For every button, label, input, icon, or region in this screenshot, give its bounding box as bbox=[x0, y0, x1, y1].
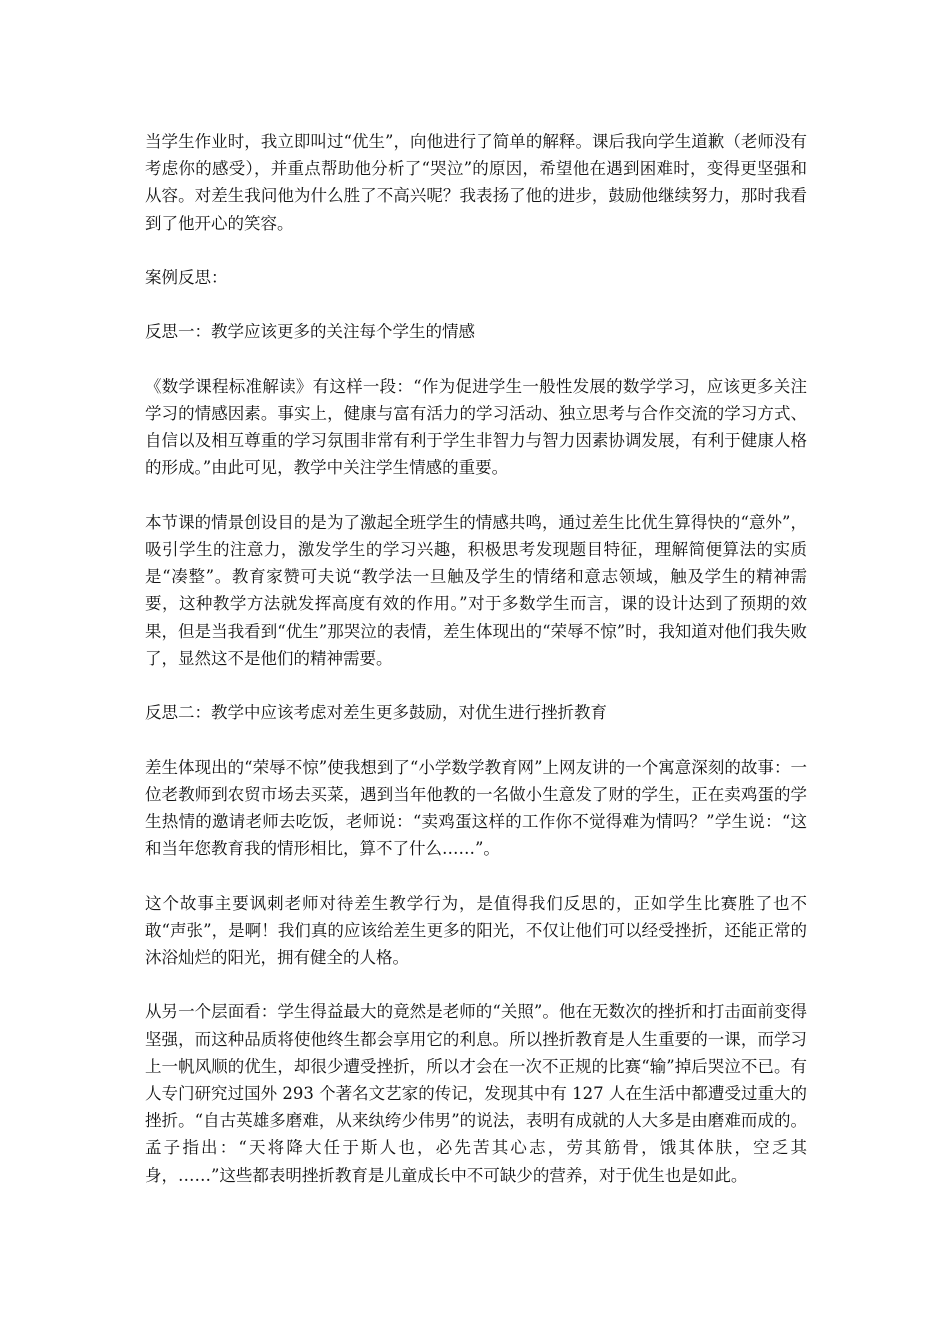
section-heading-case-reflection: 案例反思： bbox=[145, 268, 228, 287]
section-heading-reflection-two: 反思二：教学中应该考虑对差生更多鼓励，对优生进行挫折教育 bbox=[145, 703, 607, 723]
paragraph-story-meaning: 这个故事主要讽刺老师对待差生教学行为，是值得我们反思的，正如学生比赛胜了也不敢“声张”，是啊！我们真的应该给差生更多的阳光，不仅让他们可以经受挫折，还能正常的沐浴灿烂的阳光，拥有健全的人格。 bbox=[145, 893, 807, 967]
paragraph-curriculum-quote: 《数学课程标准解读》有这样一段：“作为促进学生一般性发展的数学学习，应该更多关注学习的情感因素。事实上，健康与富有活力的学习活动、独立思考与合作交流的学习方式、自信以及相互尊重的学习氛围非常有利于学生非智力与智力因素协调发展，有利于健康人格的形成。”由此可见，教学中关注学生情感的重要。 bbox=[145, 376, 807, 478]
paragraph-apology: 当学生作业时，我立即叫过“优生”，向他进行了简单的解释。课后我向学生道歉（老师没有考虑你的感受），并重点帮助他分析了“哭泣”的原因，希望他在遇到困难时，变得更坚强和从容。对差生我问他为什么胜了不高兴呢？我表扬了他的进步，鼓励他继续努力，那时我看到了他开心的笑容。 bbox=[145, 132, 807, 233]
paragraph-story: 差生体现出的“荣辱不惊”使我想到了“小学数学教育网”上网友讲的一个寓意深刻的故事：一位老教师到农贸市场去买菜，遇到当年他教的一名做小生意发了财的学生，正在卖鸡蛋的学生热情的邀请老师去吃饭，老师说：“卖鸡蛋这样的工作你不觉得难为情吗？”学生说：“这和当年您教育我的情形相比，算不了什么……”。 bbox=[145, 757, 807, 859]
paragraph-lesson-design: 本节课的情景创设目的是为了激起全班学生的情感共鸣，通过差生比优生算得快的“意外”，吸引学生的注意力，激发学生的学习兴趣，积极思考发现题目特征，理解简便算法的实质是“凑整”。教育家赞可夫说“教学法一旦触及学生的情绪和意志领域，触及学生的精神需要，这种教学方法就发挥高度有效的作用。”对于多数学生而言，课的设计达到了预期的效果，但是当我看到“优生”那哭泣的表情，差生体现出的“荣辱不惊”时，我知道对他们我失败了，显然这不是他们的精神需要。 bbox=[145, 512, 807, 668]
document-page bbox=[145, 128, 807, 1216]
paragraph-frustration-education: 从另一个层面看：学生得益最大的竟然是老师的“关照”。他在无数次的挫折和打击面前变得坚强，而这种品质将使他终生都会享用它的利息。所以挫折教育是人生重要的一课，而学习上一帆风顺的优生，却很少遭受挫折，所以才会在一次不正规的比赛“输”掉后哭泣不已。有人专门研究过国外 293 个著名文艺家的传记，发现其中有 127 人在生活中都遭受过重大的挫折。“自古英雄多磨难，从来纨绔少伟男”的说法，表明有成就的人大多是由磨难而成的。孟子指出：“天将降大任于斯人也，必先苦其心志，劳其筋骨，饿其体肤，空乏其身，……”这些都表明挫折教育是儿童成长中不可缺少的营养，对于优生也是如此。 bbox=[145, 1002, 807, 1185]
section-heading-reflection-one: 反思一：教学应该更多的关注每个学生的情感 bbox=[145, 322, 475, 342]
